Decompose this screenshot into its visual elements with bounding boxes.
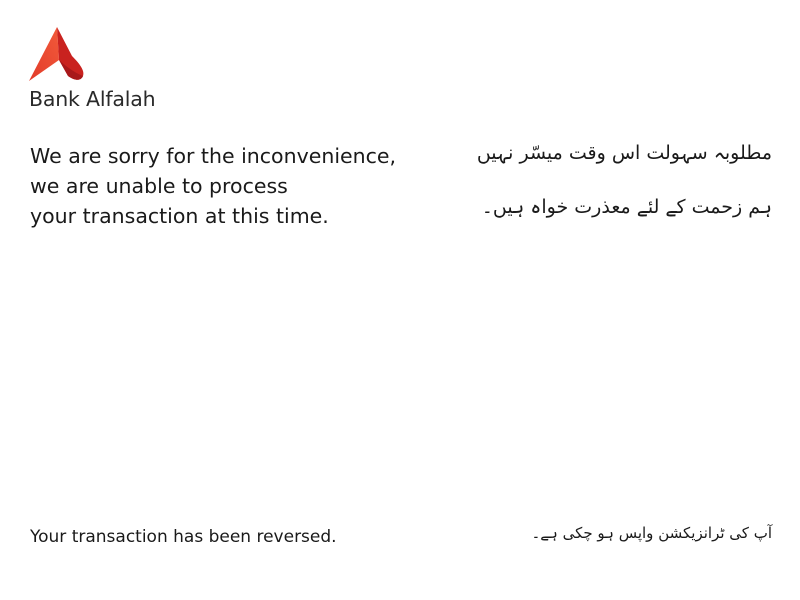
error-message-line: We are sorry for the inconvenience, [30,144,397,168]
error-message-english [30,141,430,231]
reversal-notice-english: Your transaction has been reversed. [30,527,337,547]
error-message-line: we are unable to process [30,174,288,198]
error-message-urdu [432,136,772,224]
reversal-notice-urdu: آپ کی ٹرانزیکشن واپس ہو چکی ہے۔ [531,524,772,542]
bank-name: Bank Alfalah [29,87,156,111]
bank-logo [28,26,178,116]
error-message-urdu-line: ہم زحمت کے لئے معذرت خواہ ہیں۔ [481,196,772,218]
error-message-line: your transaction at this time. [30,204,329,228]
bank-alfalah-logo-icon [28,26,86,82]
error-message-urdu-line: مطلوبہ سہولت اس وقت میسّر نہیں [476,142,772,164]
